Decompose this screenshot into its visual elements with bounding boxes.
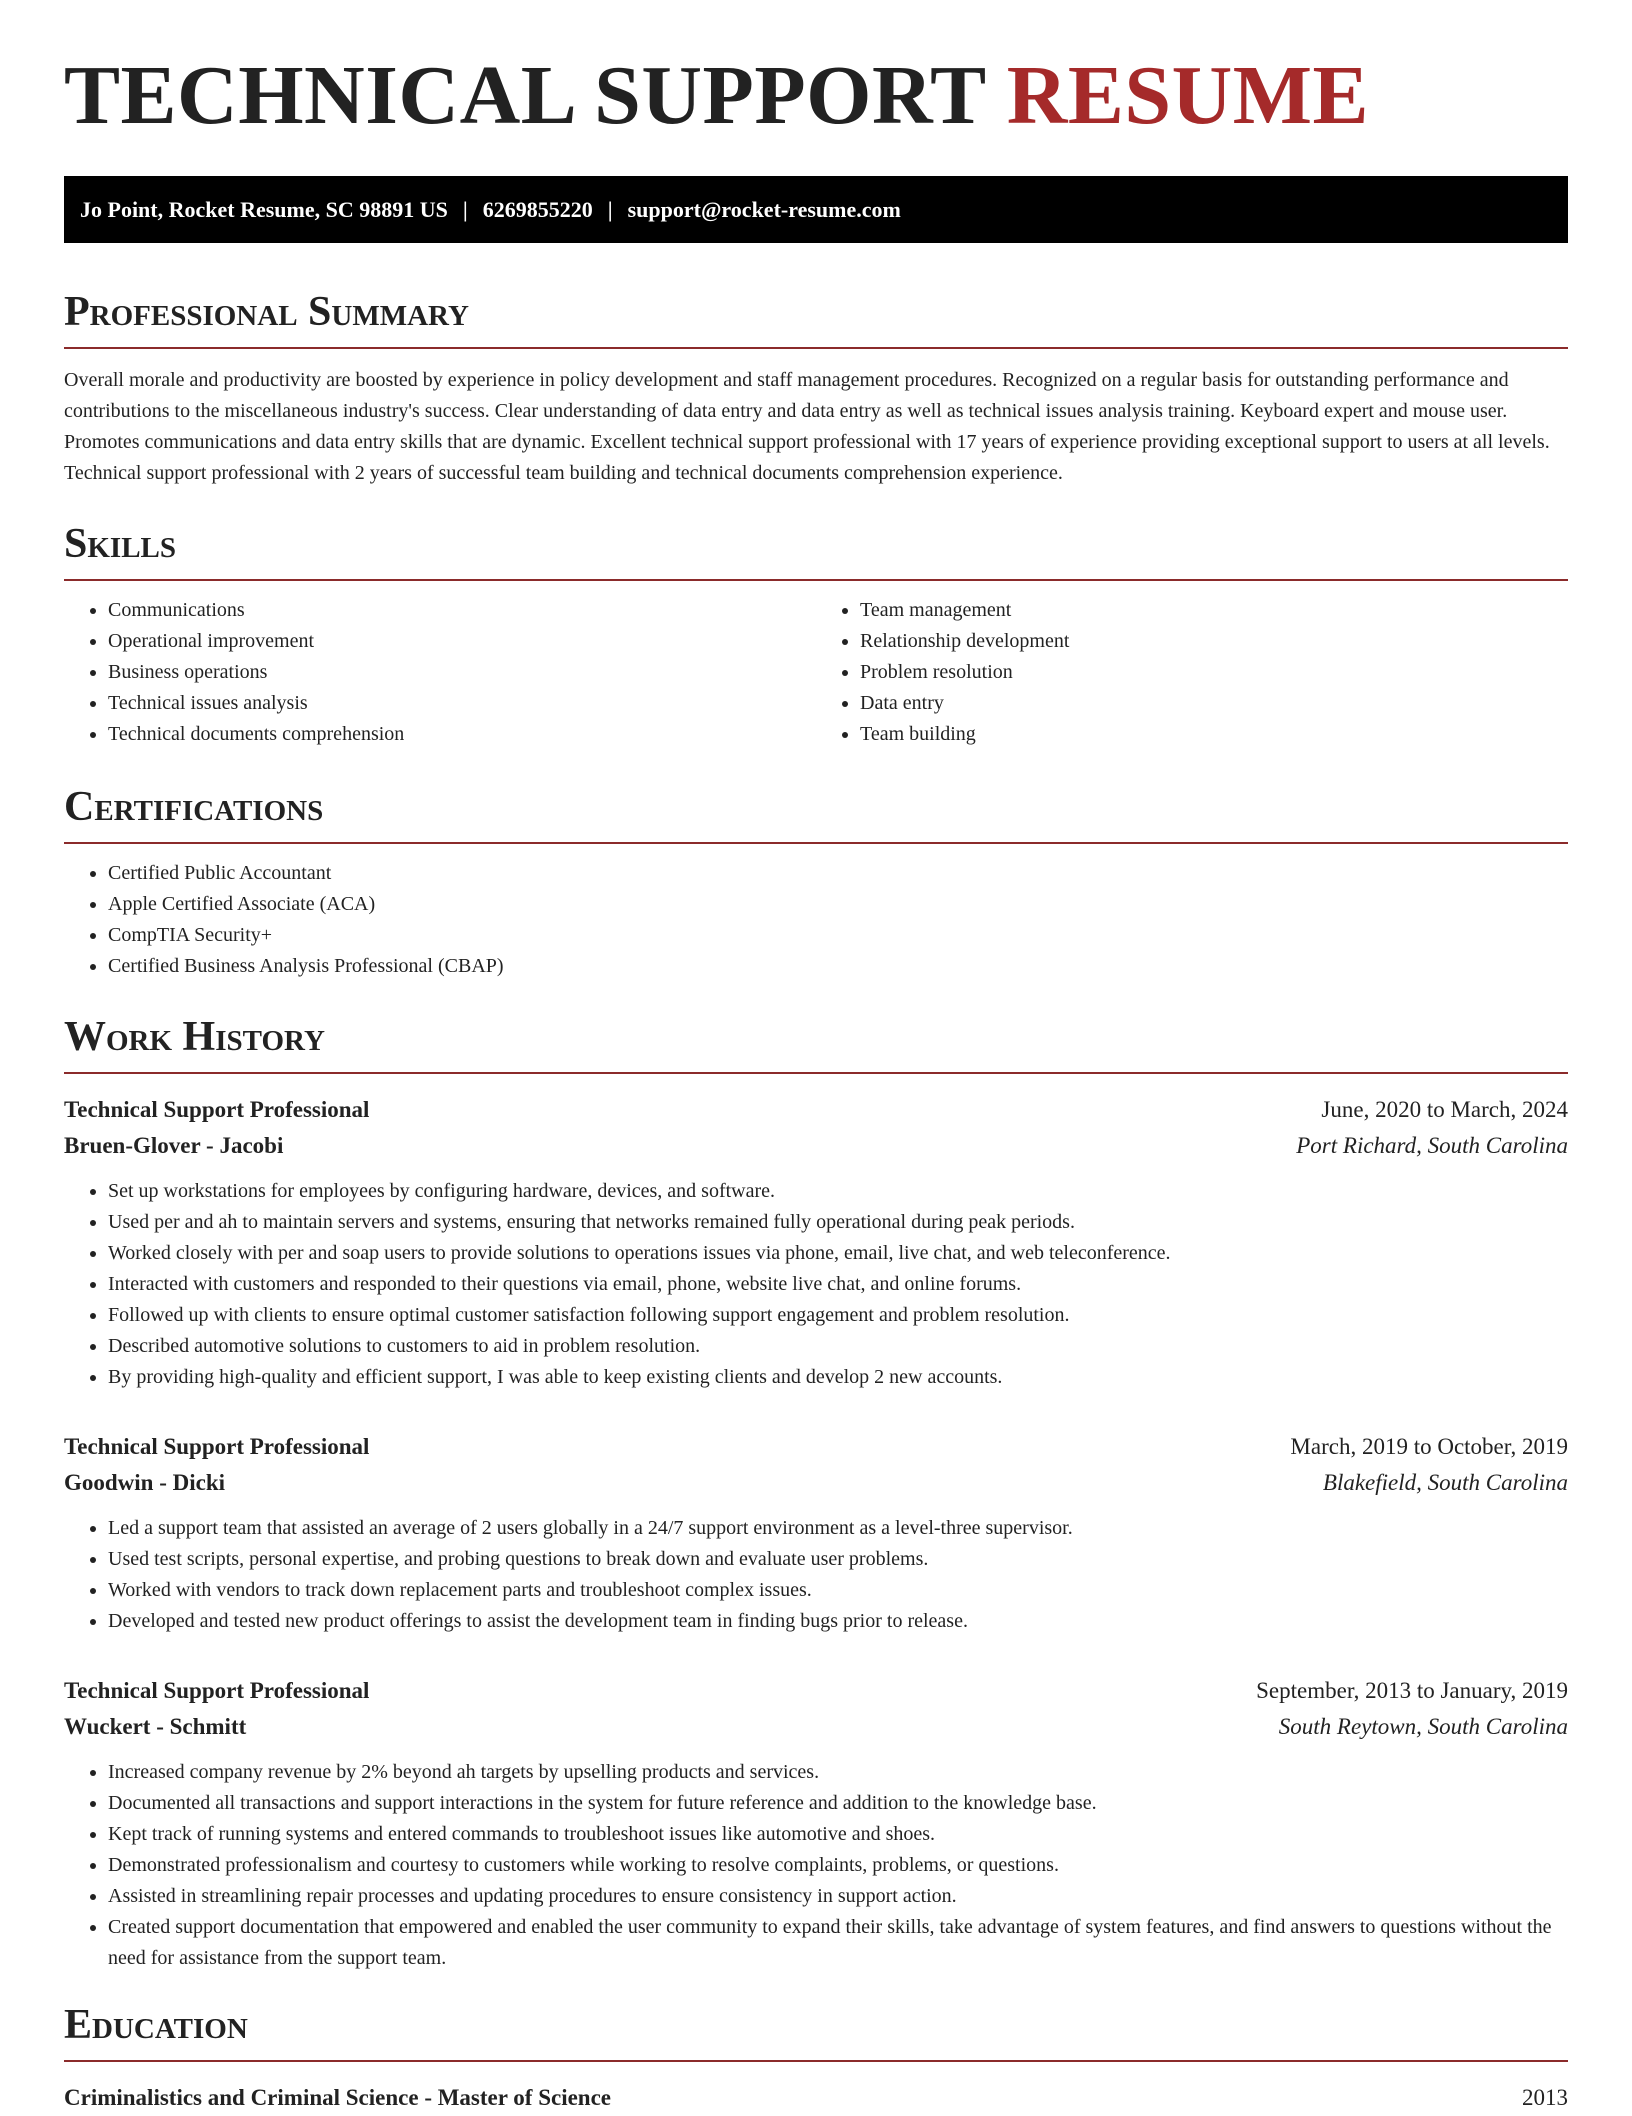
job-header-row [64,1673,1568,1709]
job-bullet: • Kept track of running systems and entered commands to troubleshoot issues like automotive and shoes. [108,1819,1568,1850]
title-part-1: TECHNICAL SUPPORT [64,49,986,142]
job-bullets [64,1513,1568,1637]
job-company-row [64,1709,1568,1745]
skill-item: • Team building [860,719,1568,750]
title-part-2: RESUME [1006,49,1370,142]
work-history-heading: Work History [64,1016,1568,1074]
skill-item: • Relationship development [860,626,1568,657]
skill-item: • Problem resolution [860,657,1568,688]
certification-item: • Certified Business Analysis Professional (CBAP) [108,951,1568,982]
job-bullet: • Set up workstations for employees by configuring hardware, devices, and software. [108,1176,1568,1207]
job-bullets [64,1176,1568,1393]
summary-text: Overall morale and productivity are boosted by experience in policy development and staff management procedures. Recognized on a regular basis for outstanding performance and contributions to the miscellaneous industry's success. Clear understanding of data entry and data entry as well as technical issues analysis training. Keyboard expert and mouse user. Promotes communications and data entry skills that are dynamic. Excellent technical support professional with 17 years of experience providing exceptional support to users at all levels. Technical support professional with 2 years of successful team building and technical documents comprehension experience. [64,369,1550,484]
skill-item: • Business operations [108,657,816,688]
job-bullet: • Worked with vendors to track down replacement parts and troubleshoot complex issues. [108,1575,1568,1606]
skills-list-left [64,595,816,750]
education-section [64,2004,1568,2116]
job-bullet: • Increased company revenue by 2% beyond ah targets by upselling products and services. [108,1757,1568,1788]
certification-item: • Apple Certified Associate (ACA) [108,889,1568,920]
certification-item: • CompTIA Security+ [108,920,1568,951]
job-entry [64,1429,1568,1637]
contact-address: Jo Point, Rocket Resume, SC 98891 US [80,196,448,222]
contact-separator: | [462,196,468,222]
job-entry [64,1092,1568,1393]
skills-section [64,523,1568,750]
skill-item: • Technical issues analysis [108,688,816,719]
job-bullet: • Worked closely with per and soap users to provide solutions to operations issues via phone, email, live chat, and web teleconference. [108,1238,1568,1269]
job-bullet: • Demonstrated professionalism and courtesy to customers while working to resolve complaints, problems, or questions. [108,1850,1568,1881]
skill-item: • Technical documents comprehension [108,719,816,750]
job-header-row [64,1092,1568,1128]
job-bullet: • Interacted with customers and responded to their questions via email, phone, website live chat, and online forums. [108,1269,1568,1300]
contact-phone: 6269855220 [482,196,593,222]
job-company: Goodwin - Dicki [64,1470,226,1495]
job-title: Technical Support Professional [64,1434,370,1459]
job-bullet: • Described automotive solutions to customers to aid in problem resolution. [108,1331,1568,1362]
job-title: Technical Support Professional [64,1678,370,1703]
education-heading: Education [64,2004,1568,2062]
skill-item: • Communications [108,595,816,626]
skills-columns [64,581,1568,750]
job-header-row [64,1429,1568,1465]
resume-title [64,49,1568,142]
summary-heading: Professional Summary [64,291,1568,349]
resume-page [64,0,1568,2116]
skill-item: • Team management [860,595,1568,626]
job-location: South Reytown, South Carolina [1278,1714,1568,1739]
job-dates: September, 2013 to January, 2019 [1256,1678,1568,1703]
certification-item: • Certified Public Accountant [108,858,1568,889]
summary-section [64,291,1568,489]
skill-item: • Operational improvement [108,626,816,657]
contact-bar [64,176,1568,243]
job-title: Technical Support Professional [64,1097,370,1122]
education-year: 2013 [1522,2085,1568,2110]
job-company-row [64,1128,1568,1164]
skills-heading: Skills [64,523,1568,581]
job-company-row [64,1465,1568,1501]
job-entry [64,1673,1568,1974]
certifications-list [64,858,1568,982]
education-degree: Criminalistics and Criminal Science - Master of Science [64,2085,612,2110]
job-bullet: • Documented all transactions and support interactions in the system for future reference and addition to the knowledge base. [108,1788,1568,1819]
job-company: Wuckert - Schmitt [64,1714,247,1739]
work-history-section [64,1016,1568,1974]
contact-separator: | [607,196,613,222]
certifications-section [64,786,1568,982]
job-location: Blakefield, South Carolina [1322,1470,1568,1495]
education-row [64,2080,1568,2116]
job-bullet: • Led a support team that assisted an average of 2 users globally in a 24/7 support environment as a level-three supervisor. [108,1513,1568,1544]
certifications-heading: Certifications [64,786,1568,844]
job-bullet: • Used test scripts, personal expertise, and probing questions to break down and evaluate user problems. [108,1544,1568,1575]
job-dates: March, 2019 to October, 2019 [1290,1434,1568,1459]
job-bullets [64,1757,1568,1974]
skill-item: • Data entry [860,688,1568,719]
job-bullet: • Followed up with clients to ensure optimal customer satisfaction following support engagement and problem resolution. [108,1300,1568,1331]
job-bullet: • Developed and tested new product offerings to assist the development team in finding bugs prior to release. [108,1606,1568,1637]
job-bullet: • By providing high-quality and efficient support, I was able to keep existing clients and develop 2 new accounts. [108,1362,1568,1393]
job-bullet: • Created support documentation that empowered and enabled the user community to expand their skills, take advantage of system features, and find answers to questions without the need for assistance from the support team. [108,1912,1568,1974]
skills-list-right [816,595,1568,750]
job-dates: June, 2020 to March, 2024 [1321,1097,1568,1122]
job-bullet: • Used per and ah to maintain servers and systems, ensuring that networks remained fully operational during peak periods. [108,1207,1568,1238]
job-company: Bruen-Glover - Jacobi [64,1133,284,1158]
contact-email: support@rocket-resume.com [627,196,901,222]
job-location: Port Richard, South Carolina [1296,1133,1568,1158]
job-bullet: • Assisted in streamlining repair processes and updating procedures to ensure consistency in support action. [108,1881,1568,1912]
